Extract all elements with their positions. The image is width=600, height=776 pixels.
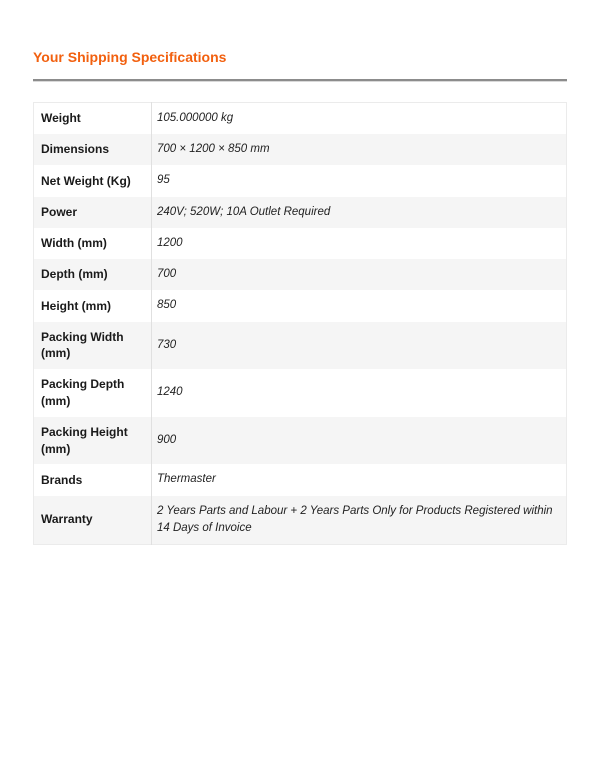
spec-label: Packing Height (mm)	[34, 417, 152, 465]
table-row	[34, 228, 567, 259]
spec-value: 900	[157, 433, 177, 446]
spec-value: 1200	[157, 236, 183, 249]
spec-value: 105.000000 kg	[157, 111, 234, 124]
table-row	[34, 290, 567, 321]
spec-label: Warranty	[34, 496, 152, 545]
spec-label: Packing Width (mm)	[34, 322, 152, 370]
specifications-table	[33, 102, 567, 545]
spec-value: Thermaster	[157, 473, 216, 486]
spec-label: Weight	[34, 102, 152, 134]
spec-value: 700	[157, 268, 177, 281]
spec-value: 700 × 1200 × 850 mm	[157, 143, 270, 156]
section-divider	[33, 79, 567, 82]
spec-label: Width (mm)	[34, 228, 152, 259]
table-row	[34, 134, 567, 165]
spec-value: 240V; 520W; 10A Outlet Required	[157, 205, 331, 218]
spec-value: 95	[157, 174, 170, 187]
spec-label: Depth (mm)	[34, 259, 152, 290]
spec-value: 850	[157, 299, 177, 312]
table-row	[34, 464, 567, 495]
section-title: Your Shipping Specifications	[33, 49, 227, 65]
spec-label: Net Weight (Kg)	[34, 165, 152, 196]
table-row	[34, 165, 567, 196]
table-row	[34, 102, 567, 134]
specifications-table-body	[34, 102, 567, 544]
table-row	[34, 197, 567, 228]
spec-value: 730	[157, 338, 177, 351]
spec-value: 1240	[157, 386, 183, 399]
table-row	[34, 322, 567, 370]
table-row	[34, 417, 567, 465]
table-row	[34, 496, 567, 545]
spec-label: Brands	[34, 464, 152, 495]
spec-value: 2 Years Parts and Labour + 2 Years Parts Only for Products Registered within 14 Days of Invoice	[157, 504, 553, 534]
spec-label: Dimensions	[34, 134, 152, 165]
spec-label: Power	[34, 197, 152, 228]
spec-label: Packing Depth (mm)	[34, 369, 152, 417]
spec-label: Height (mm)	[34, 290, 152, 321]
table-row	[34, 369, 567, 417]
table-row	[34, 259, 567, 290]
